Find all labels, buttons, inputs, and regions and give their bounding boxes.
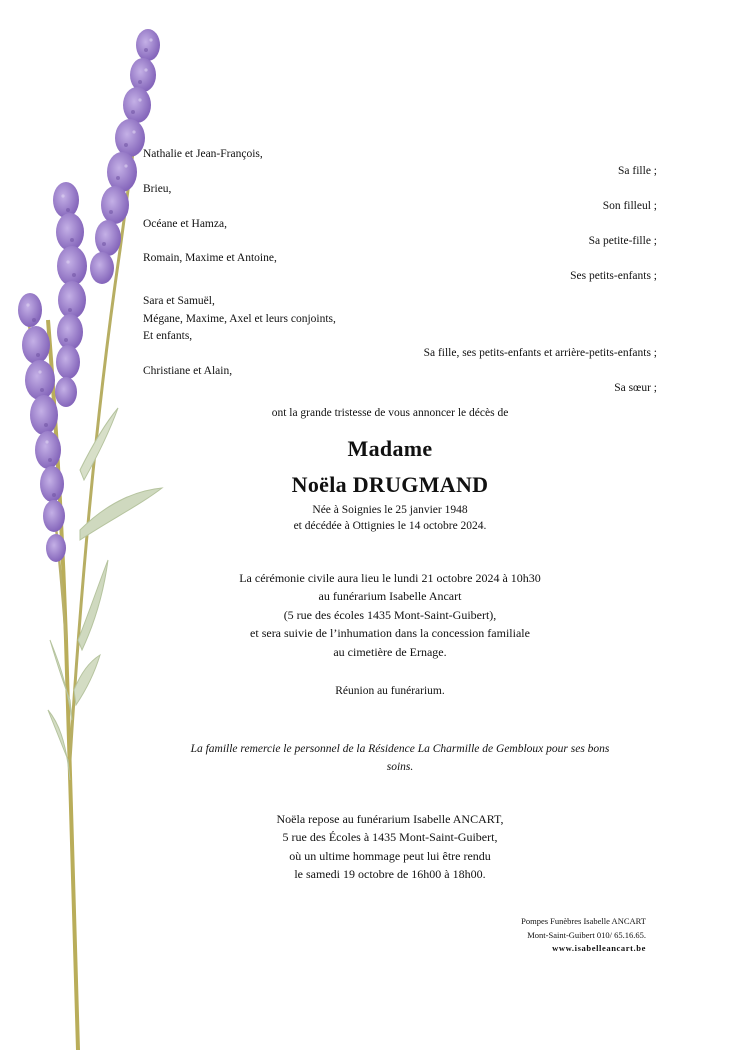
family-members-list	[143, 146, 657, 398]
ceremony-line: (5 rue des écoles 1435 Mont-Saint-Guibert),	[283, 607, 497, 622]
deceased-name: Noëla DRUGMAND	[291, 472, 489, 497]
family-member-names: Mégane, Maxime, Axel et leurs conjoints,	[143, 312, 336, 325]
family-member-names: Brieu,	[143, 182, 172, 195]
family-member-names: Et enfants,	[143, 330, 193, 343]
repose-line: Noëla repose au funérarium Isabelle ANCART,	[276, 812, 504, 826]
repose-line: où un ultime hommage peut lui être rendu	[289, 848, 491, 863]
family-member-names: Romain, Maxime et Antoine,	[143, 252, 277, 265]
thanks-line: La famille remercie le personnel de la Résidence La Charmille de Gembloux pour ses bons	[190, 743, 610, 755]
death-line: et décédée à Ottignies le 14 octobre 2024.	[293, 520, 487, 532]
ceremony-line: au cimetière de Ernage.	[333, 644, 447, 659]
family-member-names: Océane et Hamza,	[143, 217, 227, 230]
thanks-text	[143, 740, 657, 776]
reunion-text: Réunion au funérarium.	[335, 685, 445, 697]
deceased-title: Madame	[347, 436, 433, 461]
funeral-home-footer	[440, 915, 646, 956]
funeral-home-website: www.isabelleancart.be	[552, 943, 646, 953]
ceremony-details	[140, 569, 640, 661]
family-relation: Son filleul ;	[602, 200, 657, 213]
repose-line: 5 rue des Écoles à 1435 Mont-Saint-Guibert,	[282, 830, 498, 845]
family-member-names: Christiane et Alain,	[143, 364, 233, 377]
funeral-home-phone: Mont-Saint-Guibert 010/ 65.16.65.	[527, 929, 646, 940]
birth-line: Née à Soignies le 25 janvier 1948	[312, 504, 468, 516]
family-relation: Sa fille, ses petits-enfants et arrière-petits-enfants ;	[423, 347, 657, 360]
family-member-names: Sara et Samuël,	[143, 295, 215, 308]
birth-death-dates	[140, 502, 640, 534]
family-relation: Sa petite-fille ;	[588, 235, 657, 248]
ceremony-line: La cérémonie civile aura lieu le lundi 21 octobre 2024 à 10h30	[239, 571, 541, 585]
family-relation: Ses petits-enfants ;	[570, 269, 657, 282]
ceremony-line: au funérarium Isabelle Ancart	[318, 589, 462, 604]
thanks-line: soins.	[386, 761, 414, 773]
repose-details	[140, 810, 640, 884]
announcement-text: ont la grande tristesse de vous annoncer le décès de	[271, 407, 509, 419]
ceremony-line: et sera suivie de l’inhumation dans la concession familiale	[250, 626, 530, 641]
repose-line: le samedi 19 octobre de 16h00 à 18h00.	[294, 867, 486, 882]
family-relation: Sa sœur ;	[614, 382, 657, 395]
family-relation: Sa fille ;	[618, 165, 657, 178]
funeral-home-name: Pompes Funèbres Isabelle ANCART	[521, 916, 646, 926]
family-member-names: Nathalie et Jean-François,	[143, 148, 263, 160]
